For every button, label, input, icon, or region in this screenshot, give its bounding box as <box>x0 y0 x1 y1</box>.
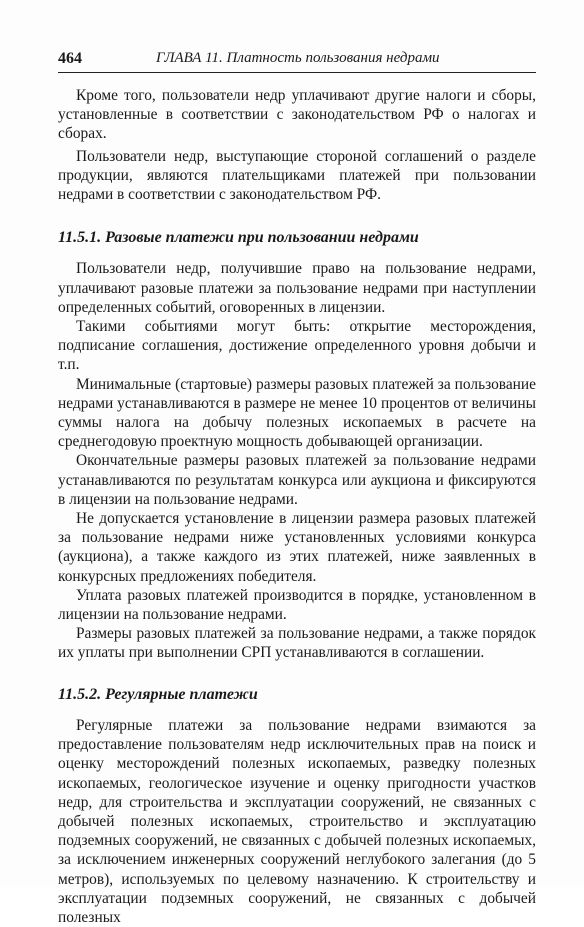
paragraph: Минимальные (стартовые) размеры разовых платежей за пользование недрами устанавливаются в размере не менее 10 процентов от величины суммы налога на добычу полезных ископаемых в расчете на среднегодовую проектную мощность добывающей организации. <box>58 375 536 451</box>
paragraph: Пользователи недр, выступающие стороной соглашений о разделе продукции, являются плательщиками платежей при пользовании недрами в соответствии с законодательством РФ. <box>58 147 536 204</box>
page-number: 464 <box>58 50 82 67</box>
paragraph: Такими событиями могут быть: открытие месторождения, подписание соглашения, достижение определенного уровня добычи и т.п. <box>58 318 536 374</box>
paragraph: Кроме того, пользователи недр уплачивают другие налоги и сборы, установленные в соответствии с законодательством РФ о налогах и сборах. <box>58 87 536 143</box>
paragraph: Регулярные платежи за пользование недрами взимаются за предоставление пользователям недр исключительных прав на поиск и оценку месторождений полезных ископаемых, разведку полезных ископаемых, геологическое изучение и оценку пригодности участков недр, для строительства и эксплуатации сооружений, не связанных с добычей полезных ископаемых, строительство и эксплуатацию подземных сооружений, не связанных с добычей полезных ископаемых, за исключением инженерных сооружений неглубокого залегания (до 5 метров), используемых по целевому назначению. К строительству и эксплуатации подземных сооружений, не связанных с добычей полезных <box>58 716 536 926</box>
paragraph: Окончательные размеры разовых платежей за пользование недрами устанавливаются по результатам конкурса или аукциона и фиксируются в лицензии на пользование недрами. <box>58 452 536 508</box>
running-title: ГЛАВА 11. Платность пользования недрами <box>156 50 440 66</box>
paragraph: Пользователи недр, получившие право на пользование недрами, уплачивают разовые платежи за пользование недрами при наступлении определенных событий, оговоренных в лицензии. <box>58 260 536 316</box>
paragraph: Уплата разовых платежей производится в порядке, установленном в лицензии на пользование недрами. <box>58 586 536 624</box>
paragraph: Не допускается установление в лицензии размера разовых платежей за пользование недрами ниже установленных условиями конкурса (аукциона), а также каждого из этих платежей, ниже заявленных в конкурсных предложениях победителя. <box>58 510 536 585</box>
page-header <box>58 46 536 73</box>
paragraph: Размеры разовых платежей за пользование недрами, а также порядок их уплаты при выполнении СРП устанавливаются в соглашении. <box>58 625 536 662</box>
section-heading: 11.5.1. Разовые платежи при пользовании недрами <box>58 229 419 247</box>
section-heading: 11.5.2. Регулярные платежи <box>58 685 258 703</box>
page-body <box>58 86 536 927</box>
